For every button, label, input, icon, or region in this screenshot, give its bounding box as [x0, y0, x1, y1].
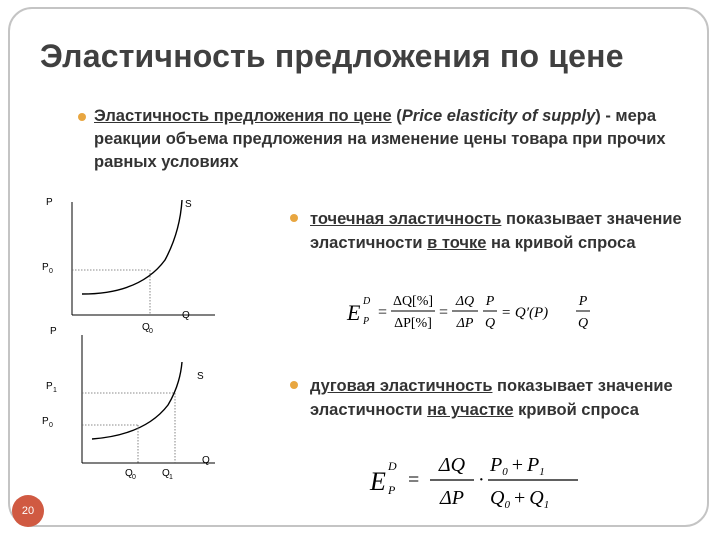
arc-term: дуговая эластичность [310, 377, 493, 395]
arc-elasticity-formula [368, 448, 588, 518]
point-text-1: показывает значение эластичности [310, 210, 682, 252]
formula-dot: · [478, 469, 485, 491]
p0-label: P [42, 416, 49, 427]
supply-diagram-top [30, 190, 220, 340]
supply-curve [82, 200, 182, 294]
q0-label-sub: 0 [132, 474, 136, 481]
s-curve-label: S [185, 199, 192, 210]
p1-label-sub: 1 [53, 387, 57, 394]
formula-eq: = [378, 304, 388, 321]
point-term: точечная эластичность [310, 210, 502, 228]
definition-paren-open: ( [391, 107, 402, 125]
definition-text [94, 105, 694, 174]
formula-eq2: = [439, 304, 449, 321]
slide-title: Эластичность предложения по цене [40, 38, 624, 74]
q-axis-label: Q [182, 310, 190, 321]
point-elasticity-text [310, 207, 690, 255]
definition-term: Эластичность предложения по цене [94, 107, 392, 125]
p0-label: P [42, 262, 49, 273]
q1-label-sub: 1 [169, 474, 173, 481]
formula-eq3: = Q′(P) [501, 305, 549, 321]
p1-label: P [46, 381, 53, 392]
fraction1-den: ΔP[%] [394, 316, 432, 331]
formula-eq: = [408, 469, 420, 491]
q1-label: Q [162, 468, 170, 479]
q0-label-sub: 0 [149, 328, 153, 335]
fraction3-num: P [485, 294, 495, 309]
arc-elasticity-text [310, 374, 690, 422]
q0-label: Q [125, 468, 133, 479]
arc-emphasis: на участке [427, 401, 514, 419]
fraction1-den: ΔP [440, 487, 464, 509]
supply-diagram-bottom [30, 325, 220, 485]
fraction2-num: ΔQ [455, 294, 475, 309]
point-text-2: на кривой спроса [486, 234, 636, 252]
p-axis-label: P [50, 326, 57, 337]
q-axis-label: Q [202, 455, 210, 466]
definition-paren-close: ) [595, 107, 601, 125]
arc-numerator: $P_0 + P_1$ [490, 454, 545, 478]
fraction2-den: ΔP [456, 316, 474, 331]
bullet-icon [290, 381, 298, 389]
formula-sup: D [388, 459, 397, 473]
fraction1-num: ΔQ[%] [392, 294, 434, 309]
bullet-icon [290, 214, 298, 222]
bullet-icon [78, 113, 86, 121]
supply-curve [92, 362, 182, 439]
fraction4-den: Q [577, 316, 589, 331]
point-elasticity-formula [345, 288, 605, 336]
fraction3-den: Q [484, 316, 496, 331]
p-axis-label: P [46, 197, 53, 208]
formula-sup: D [363, 296, 371, 307]
p0-label-sub: 0 [49, 422, 53, 429]
fraction4-num: P [578, 294, 588, 309]
formula-sub: P [363, 316, 370, 327]
arc-denominator: $Q_0 + Q_1$ [490, 487, 550, 511]
page-number-badge: 20 [12, 495, 44, 527]
arc-text-1: показывает значение эластичности [310, 377, 673, 419]
point-emphasis: в точке [427, 234, 487, 252]
formula-e: E [370, 467, 386, 496]
s-curve-label: S [197, 371, 204, 382]
arc-text-2: кривой спроса [513, 401, 639, 419]
q0-label: Q [142, 322, 150, 333]
p0-label-sub: 0 [49, 268, 53, 275]
formula-sub: P [388, 483, 396, 497]
formula-e: E [347, 300, 361, 325]
fraction1-num: ΔQ [438, 454, 466, 476]
definition-rest: - мера реакции объема предложения на изменение цены товара при прочих равных условиях [94, 107, 666, 171]
definition-english: Price elasticity of supply [401, 107, 596, 125]
